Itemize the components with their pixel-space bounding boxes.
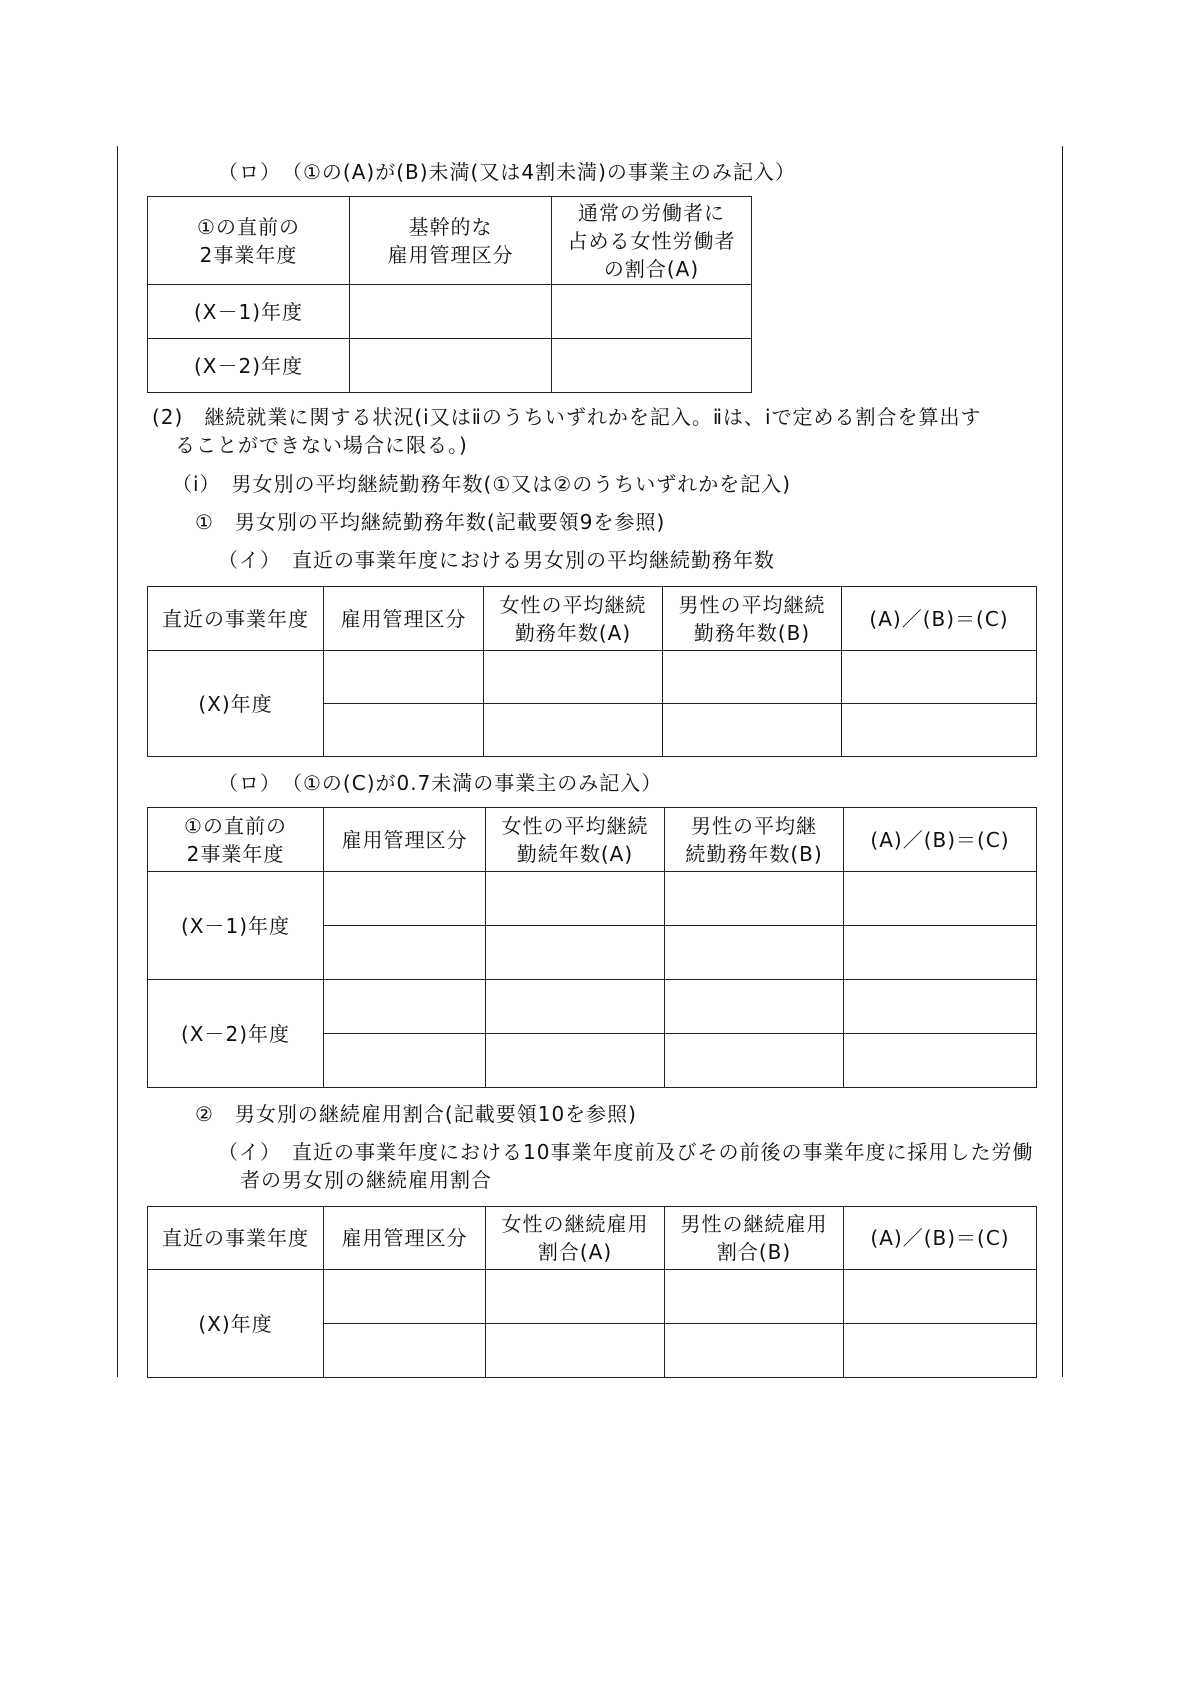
input-cell[interactable] [665, 872, 844, 926]
tenure-table-current [147, 586, 1037, 757]
table-b-heading: （ロ） （①の(C)が0.7未満の事業主のみ記入） [218, 771, 663, 795]
right-margin-rule [1062, 146, 1063, 1377]
input-cell[interactable] [324, 926, 486, 980]
year-cell: (X－2)年度 [148, 339, 350, 393]
input-cell[interactable] [486, 1324, 665, 1378]
retention-table [147, 1206, 1037, 1378]
input-cell[interactable] [844, 926, 1037, 980]
header-cell: 男性の継続雇用 割合(B) [665, 1207, 844, 1270]
input-cell[interactable] [486, 1034, 665, 1088]
year-cell: (X－1)年度 [148, 285, 350, 339]
header-cell: 直近の事業年度 [148, 587, 324, 651]
section-2-title-cont: ることができない場合に限る。) [175, 433, 468, 457]
input-cell[interactable] [665, 1324, 844, 1378]
header-cell: ①の直前の 2事業年度 [148, 197, 350, 285]
input-cell[interactable] [665, 1034, 844, 1088]
tenure-table-prior [147, 807, 1037, 1088]
year-cell: (X)年度 [148, 1270, 324, 1378]
input-cell[interactable] [324, 980, 486, 1034]
input-cell[interactable] [552, 285, 752, 339]
input-cell[interactable] [486, 1270, 665, 1324]
input-cell[interactable] [484, 651, 663, 704]
header-cell: 通常の労働者に 占める女性労働者 の割合(A) [552, 197, 752, 285]
header-cell: (A)／(B)＝(C) [842, 587, 1037, 651]
header-cell: 直近の事業年度 [148, 1207, 324, 1270]
input-cell[interactable] [350, 285, 552, 339]
header-cell: 女性の平均継続 勤務年数(A) [484, 587, 663, 651]
input-cell[interactable] [844, 1270, 1037, 1324]
input-cell[interactable] [486, 980, 665, 1034]
input-cell[interactable] [484, 704, 663, 757]
input-cell[interactable] [486, 872, 665, 926]
header-cell: (A)／(B)＝(C) [844, 808, 1037, 872]
input-cell[interactable] [844, 1034, 1037, 1088]
header-cell: 男性の平均継 続勤務年数(B) [665, 808, 844, 872]
header-cell: 女性の継続雇用 割合(A) [486, 1207, 665, 1270]
section-2-title: (2) 継続就業に関する状況(ⅰ又はⅱのうちいずれかを記入。ⅱは、ⅰで定める割合を算出す [152, 405, 982, 429]
input-cell[interactable] [665, 926, 844, 980]
header-cell: 雇用管理区分 [324, 1207, 486, 1270]
subsection-i: （ⅰ） 男女別の平均継続勤務年数(①又は②のうちいずれかを記入) [172, 472, 792, 496]
header-cell: 雇用管理区分 [324, 808, 486, 872]
input-cell[interactable] [350, 339, 552, 393]
header-cell: 雇用管理区分 [324, 587, 484, 651]
input-cell[interactable] [665, 1270, 844, 1324]
input-cell[interactable] [844, 1324, 1037, 1378]
input-cell[interactable] [486, 926, 665, 980]
input-cell[interactable] [663, 651, 842, 704]
item-1-heading: ① 男女別の平均継続勤務年数(記載要領9を参照) [195, 510, 666, 534]
section-heading: （ロ） （①の(A)が(B)未満(又は4割未満)の事業主のみ記入） [218, 160, 796, 184]
input-cell[interactable] [663, 704, 842, 757]
input-cell[interactable] [324, 1270, 486, 1324]
table-c-heading: （イ） 直近の事業年度における10事業年度前及びその前後の事業年度に採用した労働 [218, 1140, 1034, 1164]
input-cell[interactable] [324, 704, 484, 757]
header-cell: ①の直前の 2事業年度 [148, 808, 324, 872]
input-cell[interactable] [552, 339, 752, 393]
input-cell[interactable] [324, 1034, 486, 1088]
input-cell[interactable] [844, 980, 1037, 1034]
table-c-heading-cont: 者の男女別の継続雇用割合 [240, 1168, 492, 1192]
header-cell: 女性の平均継続 勤続年数(A) [486, 808, 665, 872]
item-2-heading: ② 男女別の継続雇用割合(記載要領10を参照) [195, 1102, 637, 1126]
input-cell[interactable] [842, 651, 1037, 704]
year-cell: (X－2)年度 [148, 980, 324, 1088]
left-margin-rule [117, 146, 118, 1377]
input-cell[interactable] [665, 980, 844, 1034]
ratio-table [147, 196, 752, 393]
input-cell[interactable] [324, 1324, 486, 1378]
header-cell: 男性の平均継続 勤務年数(B) [663, 587, 842, 651]
table-a-heading: （イ） 直近の事業年度における男女別の平均継続勤務年数 [218, 548, 775, 572]
year-cell: (X)年度 [148, 651, 324, 757]
input-cell[interactable] [842, 704, 1037, 757]
input-cell[interactable] [324, 651, 484, 704]
header-cell: (A)／(B)＝(C) [844, 1207, 1037, 1270]
header-cell: 基幹的な 雇用管理区分 [350, 197, 552, 285]
input-cell[interactable] [324, 872, 486, 926]
year-cell: (X－1)年度 [148, 872, 324, 980]
input-cell[interactable] [844, 872, 1037, 926]
